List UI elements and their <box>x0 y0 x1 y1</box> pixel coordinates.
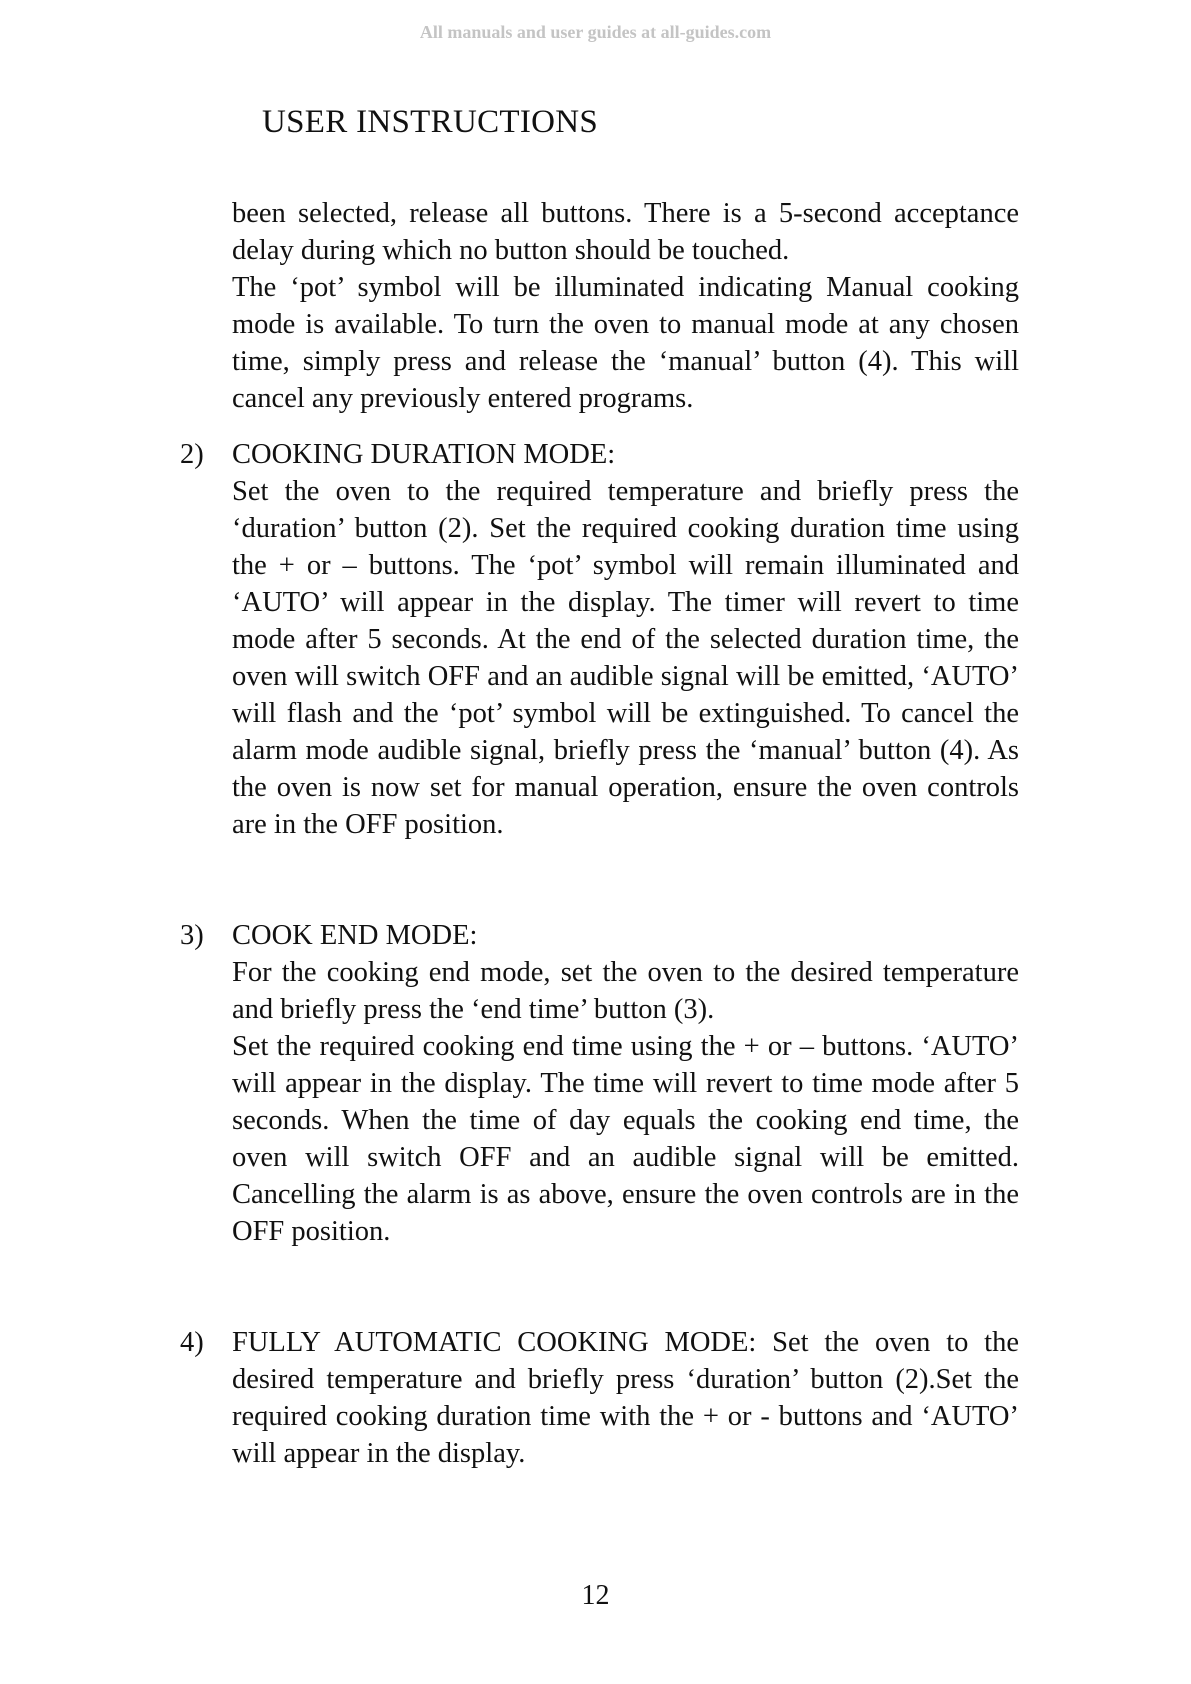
intro-paragraph-1: been selected, release all buttons. There is a 5-second acceptance delay during which no button should be touched. <box>232 198 1019 266</box>
section-paragraph-text: Set the oven to the desired temperature and briefly press ‘duration’ button (2).Set the required cooking duration time with the + or - buttons and ‘AUTO’ will appear in the display. <box>232 1327 1019 1469</box>
section-heading: FULLY AUTOMATIC COOKING MODE: <box>232 1327 757 1358</box>
section-paragraph: Set the oven to the required temperature and briefly press the ‘duration’ button (2). Set the required cooking duration time using the + or – buttons. The ‘pot’ symbol will remain illuminated and ‘AUTO’ will appear in the display. The timer will revert to time mode after 5 seconds. At the end of the selected duration time, the oven will switch OFF and an audible signal will be emitted, ‘AUTO’ will flash and the ‘pot’ symbol will be extinguished. To cancel the alarm mode audible signal, briefly press the ‘manual’ button (4). As the oven is now set for manual operation, ensure the oven controls are in the OFF position. <box>232 476 1019 840</box>
section-body <box>232 1324 1019 1472</box>
section-number: 2) <box>180 439 204 470</box>
section-paragraph: For the cooking end mode, set the oven to the desired temperature and briefly press the ‘end time’ button (3). <box>232 957 1019 1025</box>
page-number: 12 <box>581 1580 610 1611</box>
page-title: USER INSTRUCTIONS <box>262 104 599 140</box>
watermark: All manuals and user guides at all-guides.com <box>419 22 772 42</box>
section-body <box>232 917 1019 1250</box>
section-number: 4) <box>180 1327 204 1358</box>
section-paragraph <box>232 1324 1019 1472</box>
section-paragraph: Set the required cooking end time using the + or – buttons. ‘AUTO’ will appear in the display. The time will revert to time mode after 5 seconds. When the time of day equals the cooking end time, the oven will switch OFF and an audible signal will be emitted. Cancelling the alarm is as above, ensure the oven controls are in the OFF position. <box>232 1031 1019 1247</box>
section-number: 3) <box>180 920 204 951</box>
intro-paragraph-2: The ‘pot’ symbol will be illuminated indicating Manual cooking mode is available. To turn the oven to manual mode at any chosen time, simply press and release the ‘manual’ button (4). This will cancel any previously entered programs. <box>232 272 1019 414</box>
section-body <box>232 436 1019 843</box>
section-heading: COOKING DURATION MODE: <box>232 439 616 470</box>
section-heading: COOK END MODE: <box>232 920 478 951</box>
